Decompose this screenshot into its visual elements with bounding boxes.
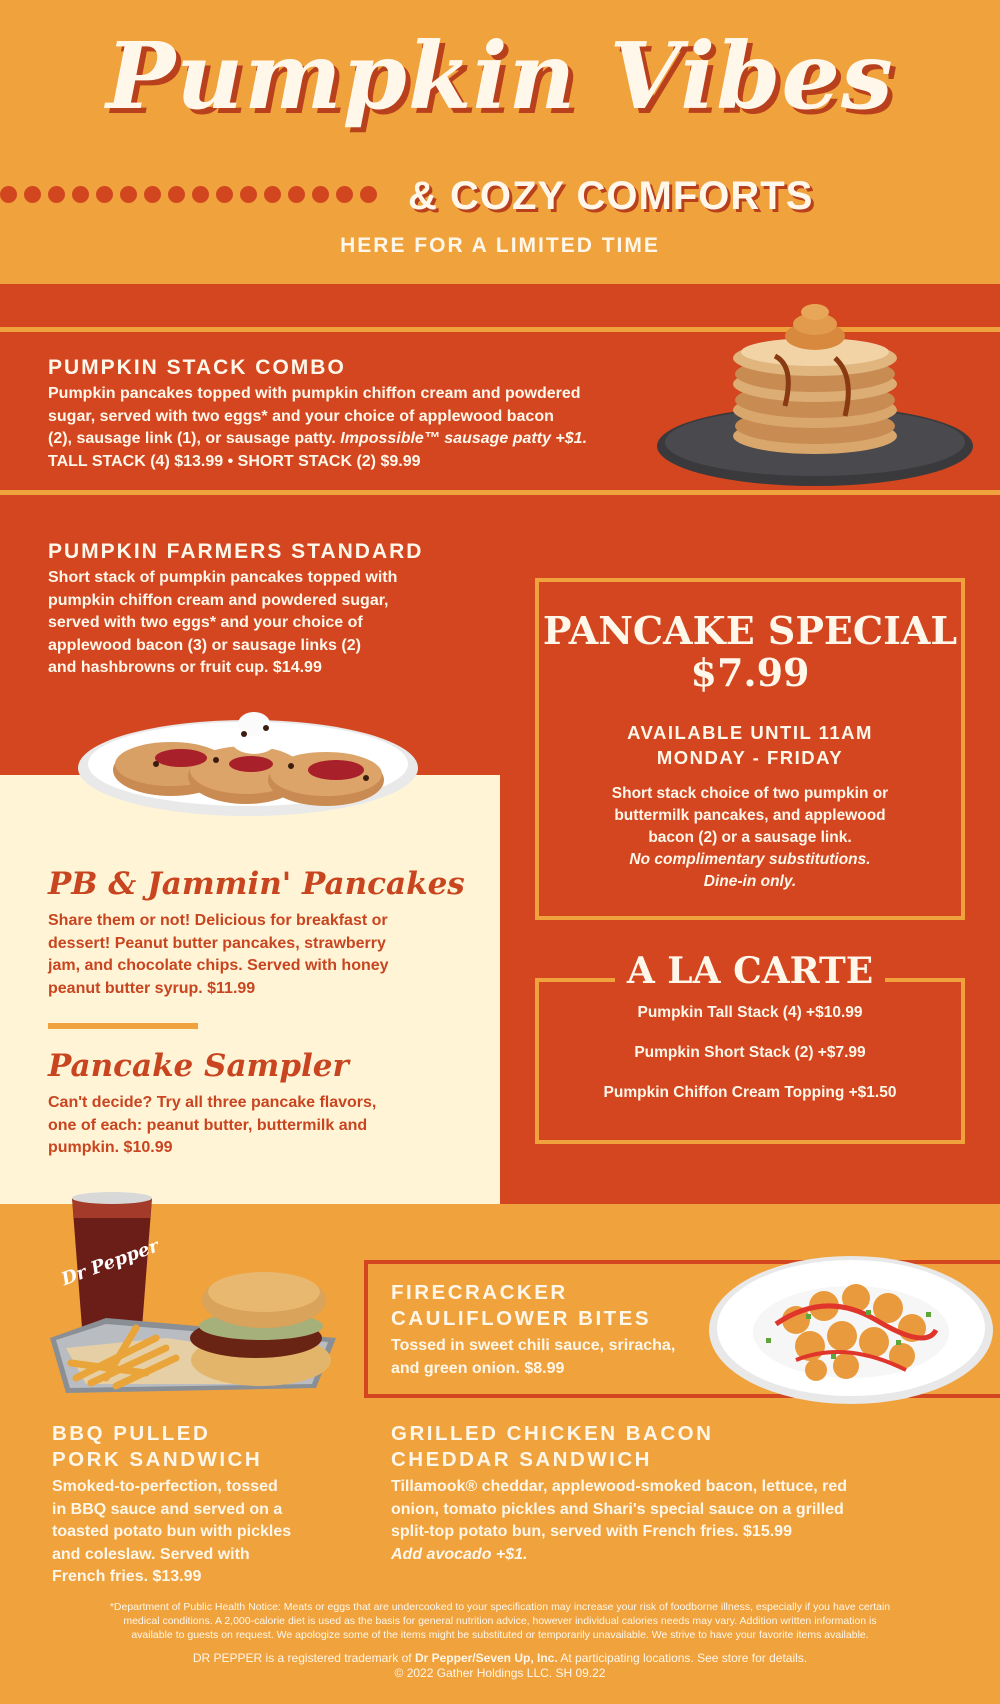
item-title: Pancake Sampler xyxy=(48,1048,349,1084)
item-description: Tillamook® cheddar, applewood-smoked bacon, lettuce, red onion, tomato pickles and Shari's special sauce on a grilled split-top potato bun, served with French fries. $15.99 Add avocado +$1. xyxy=(391,1478,848,1563)
item-title: FIRECRACKER CAULIFLOWER BITES xyxy=(391,1281,652,1330)
item-description: Tossed in sweet chili sauce, sriracha, and green onion. $8.99 xyxy=(391,1337,676,1377)
a-la-carte-item: Pumpkin Chiffon Cream Topping +$1.50 xyxy=(603,1084,897,1101)
dr-pepper-cup-label: Dr Pepper xyxy=(58,1235,162,1291)
pancake-special-box xyxy=(535,578,965,920)
pb-jammin-pancakes-image xyxy=(76,700,421,820)
item-description: Pumpkin pancakes topped with pumpkin chiffon cream and powdered sugar, served with two eggs* and your choice of applewood bacon (2), sausage link (1), or sausage patty. Impossible™ sausage patty +$1. TALL STACK (4) $13.99 • SHORT STACK (2) $9.99 xyxy=(48,385,588,470)
page-title: Pumpkin Vibes xyxy=(106,22,894,130)
item-title: PUMPKIN FARMERS STANDARD xyxy=(48,540,424,563)
page-subtitle: & COZY COMFORTS xyxy=(408,174,814,218)
item-title: PB & Jammin' Pancakes xyxy=(48,866,465,902)
a-la-carte-title: A LA CARTE xyxy=(615,950,885,992)
bbq-pulled-pork-sandwich xyxy=(52,1421,352,1589)
tagline: HERE FOR A LIMITED TIME xyxy=(340,234,660,257)
bbq-pork-sandwich-image xyxy=(46,1188,346,1408)
item-description: Smoked-to-perfection, tossed in BBQ sauce and served on a toasted potato bun with pickles and coleslaw. Served with French fries. $13.99 xyxy=(52,1478,292,1585)
section-divider xyxy=(48,1023,198,1029)
a-la-carte-item: Pumpkin Tall Stack (4) +$10.99 xyxy=(637,1004,863,1021)
a-la-carte-items xyxy=(539,1004,961,1102)
item-title: GRILLED CHICKEN BACON CHEDDAR SANDWICH xyxy=(391,1422,714,1471)
pb-jammin-pancakes xyxy=(48,866,488,1000)
pancake-special-title: PANCAKE SPECIAL xyxy=(542,608,958,653)
item-description: Share them or not! Delicious for breakfast or dessert! Peanut butter pancakes, strawberry jam, and chocolate chips. Served with honey peanut butter syrup. $11.99 xyxy=(48,912,389,997)
a-la-carte-box xyxy=(535,978,965,1144)
a-la-carte-title-wrap xyxy=(535,950,965,992)
pumpkin-farmers-standard xyxy=(48,540,508,680)
pancake-sampler xyxy=(48,1048,488,1160)
item-description: Can't decide? Try all three pancake flavors, one of each: peanut butter, buttermilk and pumpkin. $10.99 xyxy=(48,1094,377,1156)
firecracker-cauliflower-bites xyxy=(391,1280,731,1380)
item-title: BBQ PULLED PORK SANDWICH xyxy=(52,1422,263,1471)
pancake-special-description: Short stack choice of two pumpkin or buttermilk pancakes, and applewood bacon (2) or a sausage link. No complimentary substitutions. Dine-in only. xyxy=(611,785,889,890)
pumpkin-pancake-stack-image xyxy=(655,296,975,490)
item-description: Short stack of pumpkin pancakes topped with pumpkin chiffon cream and powdered sugar, served with two eggs* and your choice of applewood bacon (3) or sausage links (2) and hashbrowns or fruit cup. $14.99 xyxy=(48,569,398,676)
legal-text: DR PEPPER is a registered trademark of Dr Pepper/Seven Up, Inc. At participating locations. See store for details. © 2022 Gather Holdings LLC. SH 09.22 xyxy=(40,1651,960,1681)
health-notice: *Department of Public Health Notice: Meats or eggs that are undercooked to your specification may increase your risk of foodborne illness, especially if you have certain medical conditions. A 2,000-calorie diet is used as the basis for general nutrition advice, however individual calories needs may vary. Addition written information is available to guests on request. We apologize some of the items might be substituted or temporarily unavailable. We strive to have your favorite items available. xyxy=(109,1601,891,1641)
availability-text: AVAILABLE UNTIL 11AM MONDAY - FRIDAY xyxy=(627,722,873,768)
stripe-divider xyxy=(0,490,1000,495)
grilled-chicken-bacon-cheddar-sandwich xyxy=(391,1421,951,1566)
copyright: © 2022 Gather Holdings LLC. SH 09.22 xyxy=(394,1666,606,1680)
decorative-dots xyxy=(0,186,400,202)
a-la-carte-item: Pumpkin Short Stack (2) +$7.99 xyxy=(634,1044,866,1061)
cauliflower-bites-image xyxy=(706,1250,996,1408)
pumpkin-stack-combo xyxy=(48,356,688,473)
pancake-special-price: $7.99 xyxy=(690,650,810,695)
item-title: PUMPKIN STACK COMBO xyxy=(48,356,346,379)
